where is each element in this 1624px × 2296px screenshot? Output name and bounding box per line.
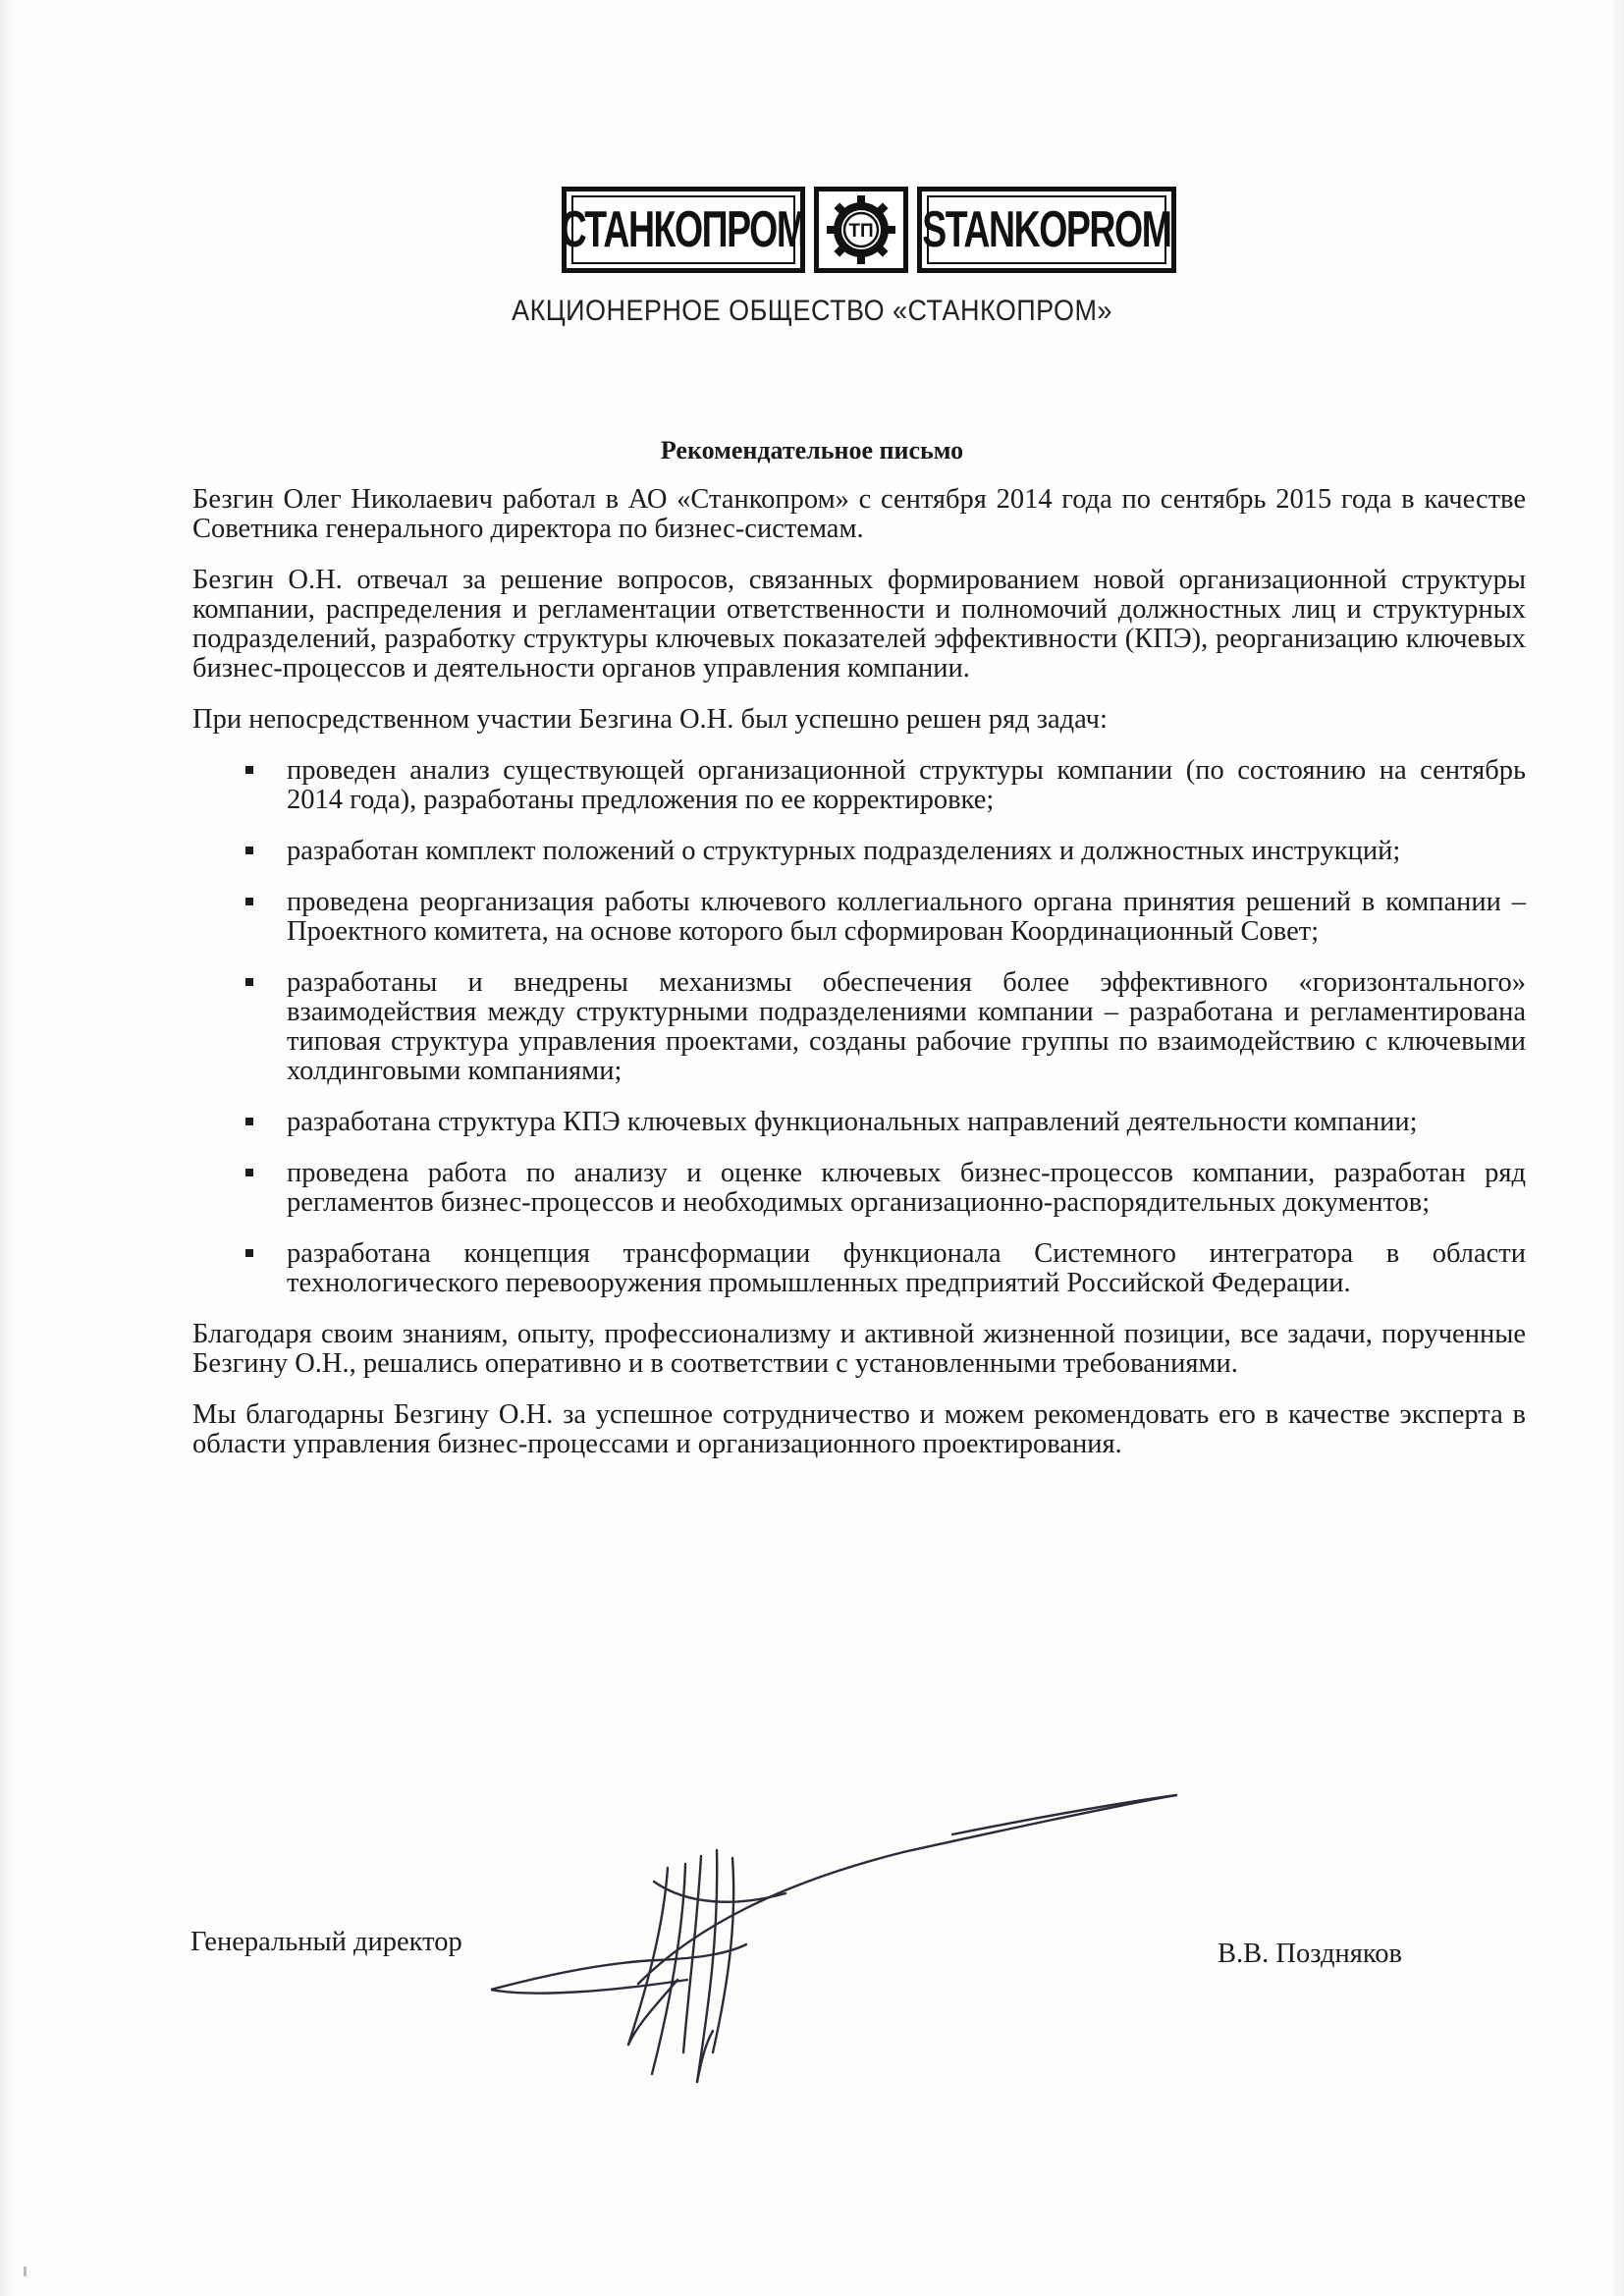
bullet-icon — [245, 1249, 253, 1257]
bullet-icon — [245, 898, 253, 905]
letter-body — [192, 485, 1526, 1481]
paragraph-responsibilities: Безгин О.Н. отвечал за решение вопросов, связанных формированием новой организационной структуры компании, распределения и регламентации ответственности и полномочий должностных лиц и структурных подразделений, разработку структуры ключевых показателей эффективности (КПЭ), реорганизацию ключевых бизнес-процессов и деятельности органов управления компании. — [192, 565, 1526, 683]
handwritten-signature — [491, 1787, 1198, 2102]
signatory-role: Генеральный директор — [190, 1927, 462, 1957]
list-item: проведена реорганизация работы ключевого коллегиального органа принятия решений в компании – Проектного комитета, на основе которого был сформирован Координационный Совет; — [192, 888, 1526, 947]
bullet-icon — [245, 847, 253, 854]
list-item: разработаны и внедрены механизмы обеспечения более эффективного «горизонтального» взаимодействия между структурными подразделениями компании – разработана и регламентирована типовая структура управления проектами, созданы рабочие группы по взаимодействию с ключевыми холдинговыми компаниями; — [192, 968, 1526, 1086]
logo-en-text: STANKOPROM — [922, 201, 1171, 258]
paragraph-qualities: Благодаря своим знаниям, опыту, профессионализму и активной жизненной позиции, все задачи, порученные Безгину О.Н., решались оперативно и в соответствии с установленными требованиями. — [192, 1319, 1526, 1379]
scan-artifact — [24, 2267, 27, 2276]
logo-ru-text: СТАНКОПРОМ — [561, 201, 806, 258]
list-item: разработана структура КПЭ ключевых функциональных направлений деятельности компании; — [192, 1108, 1526, 1137]
emblem-letters: ТП — [848, 221, 874, 242]
paragraph-employment: Безгин Олег Николаевич работал в АО «Станкопром» с сентября 2014 года по сентябрь 2015 года в качестве Советника генерального директора по бизнес-системам. — [192, 484, 1526, 544]
bullet-icon — [245, 978, 253, 986]
scan-edge-left — [0, 0, 14, 2296]
bullet-icon — [245, 766, 253, 774]
list-item: разработана концепция трансформации функционала Системного интегратора в области технологического перевооружения промышленных предприятий Российской Федерации. — [192, 1239, 1526, 1298]
list-item: проведен анализ существующей организационной структуры компании (по состоянию на сентябрь 2014 года), разработаны предложения по ее корректировке; — [192, 756, 1526, 815]
signatory-name: В.В. Поздняков — [1218, 1939, 1402, 1969]
paragraph-recommendation: Мы благодарны Безгину О.Н. за успешное сотрудничество и можем рекомендовать его в качестве эксперта в области управления бизнес-процессами и организационного проектирования. — [192, 1399, 1526, 1459]
bullet-icon — [245, 1118, 253, 1125]
logo-en-box — [917, 187, 1176, 273]
gear-emblem-icon — [814, 187, 908, 273]
list-item: разработан комплект положений о структурных подразделениях и должностных инструкций; — [192, 837, 1526, 866]
company-name: АКЦИОНЕРНОЕ ОБЩЕСТВО «СТАНКОПРОМ» — [512, 295, 1112, 327]
list-item: проведена работа по анализу и оценке ключевых бизнес-процессов компании, разработан ряд регламентов бизнес-процессов и необходимых организационно-распорядительных документов; — [192, 1159, 1526, 1218]
task-list — [192, 756, 1526, 1298]
scan-edge-right — [1610, 0, 1624, 2296]
paragraph-tasks-intro: При непосредственном участии Безгина О.Н. был успешно решен ряд задач: — [192, 704, 1108, 735]
bullet-icon — [245, 1169, 253, 1176]
letter-title: Рекомендательное письмо — [660, 436, 964, 465]
letterhead-logo — [562, 183, 1176, 277]
logo-ru-box — [562, 187, 805, 273]
